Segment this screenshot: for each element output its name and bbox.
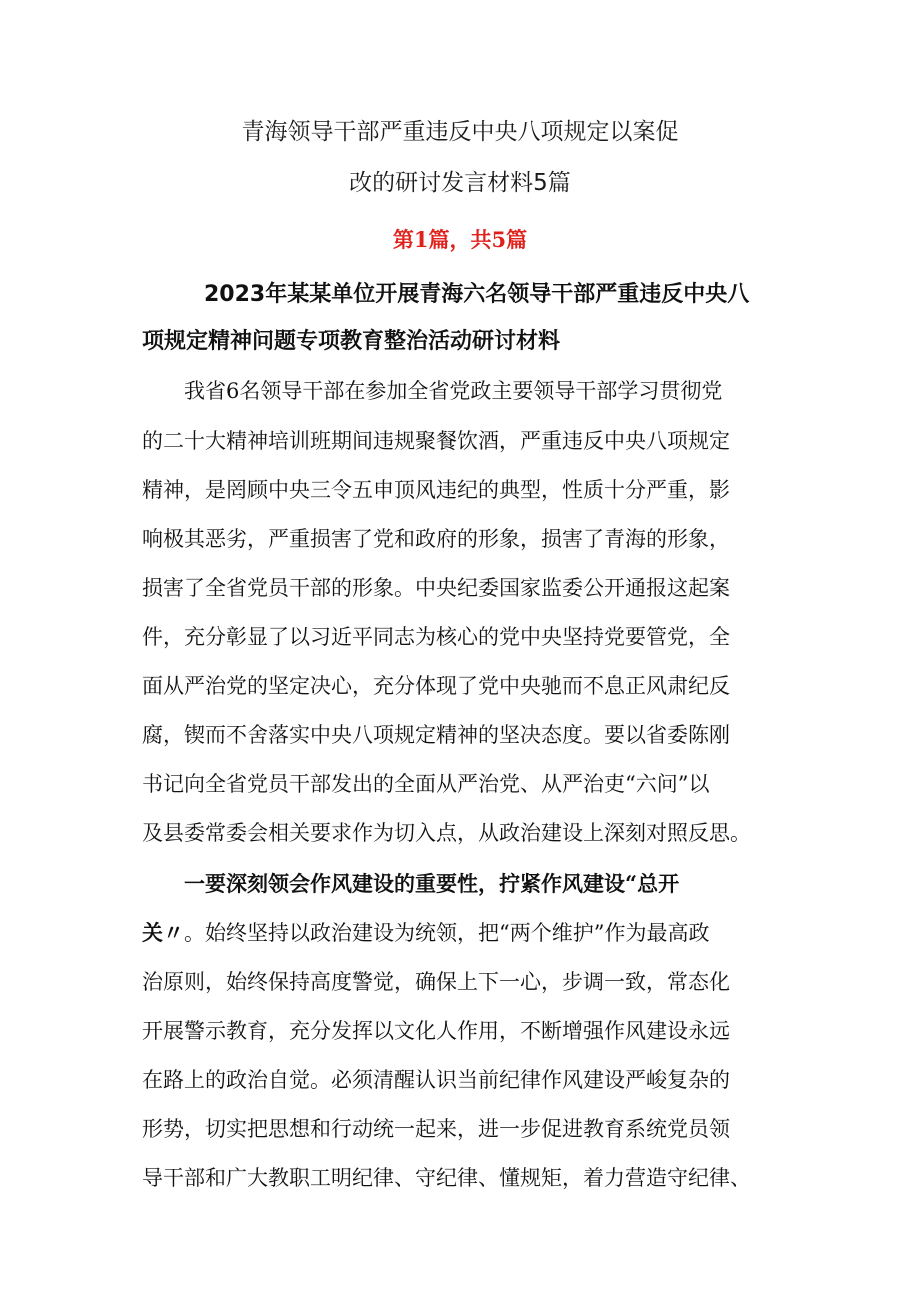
subtitle-line-2: 项规定精神问题专项教育整治活动研讨材料 [142,329,561,354]
part-label: 第1篇，共5篇 [392,227,528,252]
paragraph-1-line: 损害了全省党员干部的形象。中央纪委国家监委公开通报这起案 [142,576,730,600]
paragraph-2-line: 治原则，始终保持高度警觉，确保上下一心，步调一致，常态化 [142,970,730,994]
paragraph-1-line: 面从严治党的坚定决心，充分体现了党中央驰而不息正风肃纪反 [142,674,730,698]
paragraph-1-line: 件，充分彰显了以习近平同志为核心的党中央坚持党要管党，全 [142,625,730,649]
paragraph-1-line: 响极其恶劣，严重损害了党和政府的形象，损害了青海的形象， [142,527,730,551]
paragraph-2-line: 在路上的政治自觉。必须清醒认识当前纪律作风建设严峻复杂的 [142,1068,730,1092]
subtitle-line-1: 2023年某某单位开展青海六名领导干部严重违反中央八 [204,282,750,307]
paragraph-1-line: 书记向全省党员干部发出的全面从严治党、从严治吏“六问”以 [142,772,710,796]
paragraph-1-line: 的二十大精神培训班期间违规聚餐饮酒，严重违反中央八项规定 [142,429,730,453]
paragraph-2-line: 开展警示教育，充分发挥以文化人作用，不断增强作风建设永远 [142,1019,730,1043]
paragraph-2-heading-line-1: 一要深刻领会作风建设的重要性，拧紧作风建设“总开 [184,871,680,896]
paragraph-2-line: 导干部和广大教职工明纪律、守纪律、懂规矩，着力营造守纪律、 [142,1166,751,1190]
paragraph-2-heading-line-2: 关〃 [142,920,184,945]
paragraph-1-line: 精神，是罔顾中央三令五申顶风违纪的典型，性质十分严重，影 [142,478,730,502]
document-title-line-2: 改的研讨发言材料5篇 [349,170,571,196]
paragraph-1-line: 腐，锲而不舍落实中央八项规定精神的坚决态度。要以省委陈刚 [142,723,730,747]
document-title-line-1: 青海领导干部严重违反中央八项规定以案促 [241,119,679,145]
paragraph-2-line: 形势，切实把思想和行动统一起来，进一步促进教育系统党员领 [142,1117,730,1141]
paragraph-2-line-2-rest: 。始终坚持以政治建设为统领，把“两个维护”作为最高政 [184,921,710,945]
paragraph-2-line-2 [142,919,709,947]
paragraph-1-line: 及县委常委会相关要求作为切入点，从政治建设上深刻对照反思。 [142,821,751,845]
paragraph-1-line: 我省6名领导干部在参加全省党政主要领导干部学习贯彻党 [184,379,723,403]
